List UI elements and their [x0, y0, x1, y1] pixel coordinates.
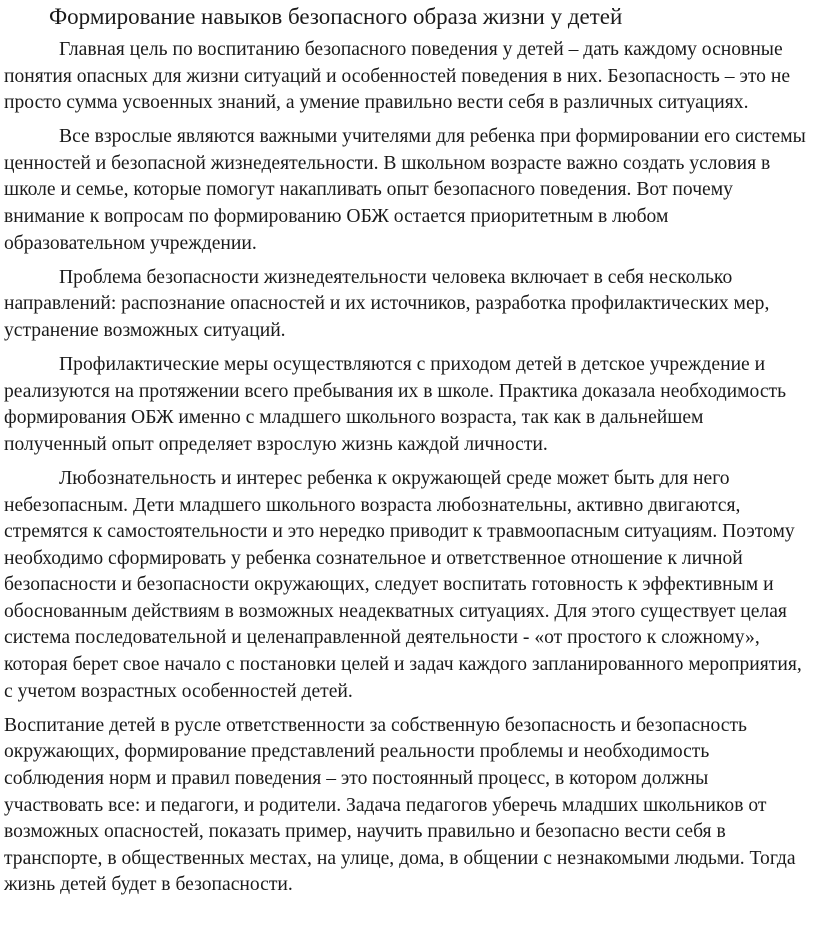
- paragraph-curiosity: Любознательность и интерес ребенка к окружающей среде может быть для него небезопасным. Дети младшего школьного возраста любознательны, активно двигаются, стремятся к самостоятельности и это нередко приводит к травмоопасным ситуациям. Поэтому необходимо сформировать у ребенка сознательное и ответственное отношение к личной безопасности и безопасности окружающих, следует воспитать готовность к эффективным и обоснованным действиям в возможных неадекватных ситуациях. Для этого существует целая система последовательной и целенаправленной деятельности - «от простого к сложному», которая берет свое начало с постановки целей и задач каждого запланированного мероприятия, с учетом возрастных особенностей детей.: [4, 467, 802, 702]
- paragraph-preventive-measures: Профилактические меры осуществляются с приходом детей в детское учреждение и реализуются на протяжении всего пребывания их в школе. Практика доказала необходимость формирования ОБЖ именно с младшего школьного возраста, так как в дальнейшем полученный опыт определяет взрослую жизнь каждой личности.: [4, 354, 787, 455]
- paragraph-safety-problem: Проблема безопасности жизнедеятельности человека включает в себя несколько направлений: распознание опасностей и их источников, разработка профилактических мер, устранение возможных ситуаций.: [4, 266, 770, 341]
- document-title: Формирование навыков безопасного образа жизни у детей: [49, 4, 623, 29]
- paragraph-adults-teachers: Все взрослые являются важными учителями для ребенка при формировании его системы ценностей и безопасной жизнедеятельности. В школьном возрасте важно создать условия в школе и семье, которые помогут накапливать опыт безопасного поведения. Вот почему внимание к вопросам по формированию ОБЖ остается приоритетным в любом образовательном учреждении.: [4, 126, 806, 254]
- paragraph-upbringing: Воспитание детей в русле ответственности за собственную безопасность и безопасность окружающих, формирование представлений реальности проблемы и необходимость соблюдения норм и правил поведения – это постоянный процесс, в котором должны участвовать все: и педагоги, и родители. Задача педагогов уберечь младших школьников от возможных опасностей, показать пример, научить правильно и безопасно вести себя в транспорте, в общественных местах, на улице, дома, в общении с незнакомыми людьми. Тогда жизнь детей будет в безопасности.: [4, 714, 796, 896]
- paragraph-main-goal: Главная цель по воспитанию безопасного поведения у детей – дать каждому основные понятия опасных для жизни ситуаций и особенностей поведения в них. Безопасность – это не просто сумма усвоенных знаний, а умение правильно вести себя в различных ситуациях.: [4, 39, 791, 114]
